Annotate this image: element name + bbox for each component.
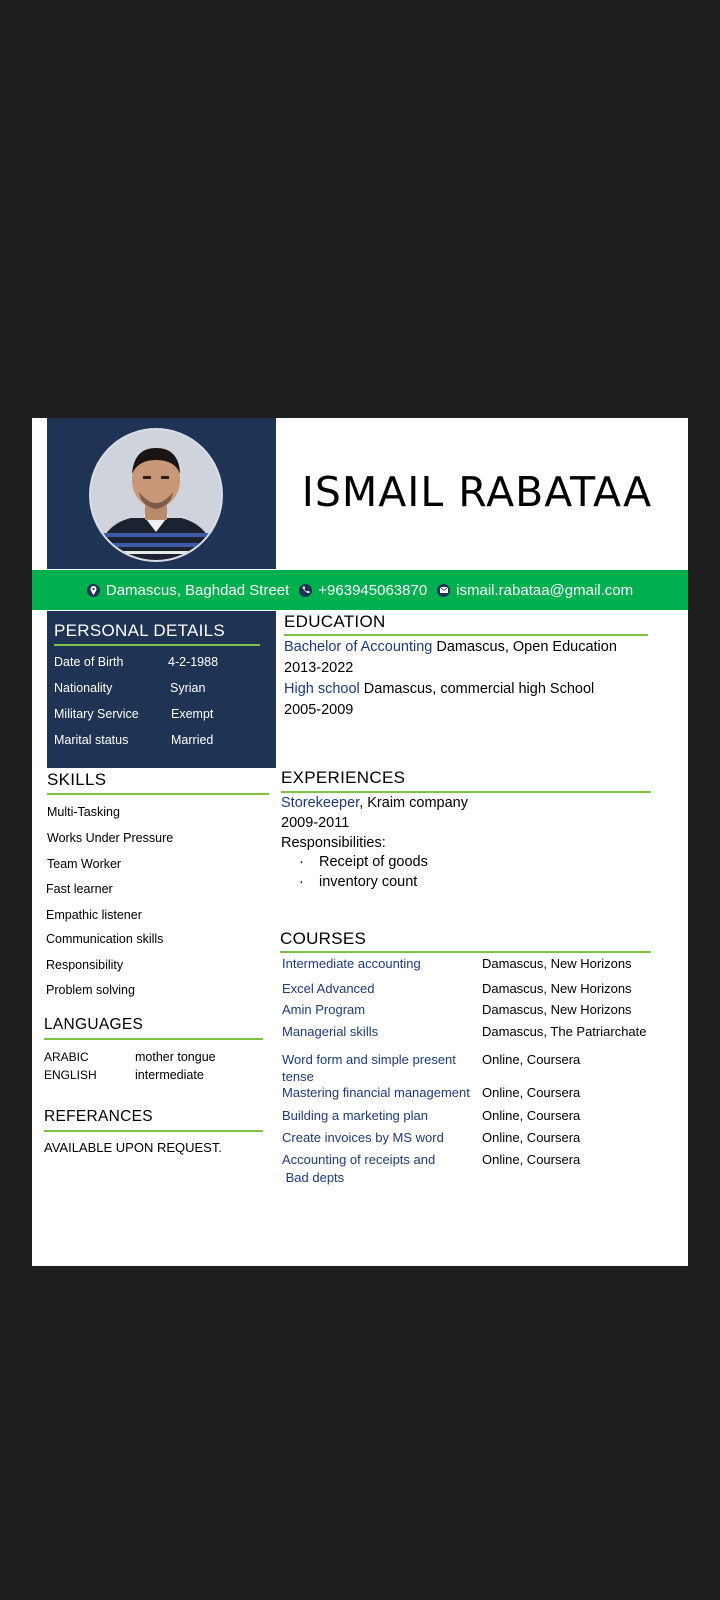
education-years: 2005-2009 bbox=[284, 702, 354, 718]
personal-details-panel bbox=[47, 611, 276, 768]
personal-details-divider bbox=[54, 644, 260, 646]
contact-phone[interactable] bbox=[299, 582, 427, 599]
course-name-cont: tense bbox=[282, 1069, 314, 1084]
experience-bullet: Receipt of goods bbox=[319, 854, 428, 870]
course-name: Managerial skills bbox=[282, 1024, 379, 1039]
course-name: Intermediate accounting bbox=[282, 956, 421, 971]
skill-item: Multi-Tasking bbox=[47, 805, 120, 819]
avatar bbox=[89, 428, 223, 562]
language-level: mother tongue bbox=[135, 1050, 216, 1064]
languages-title: LANGUAGES bbox=[44, 1016, 144, 1033]
education-place: Damascus, commercial high School bbox=[359, 681, 595, 697]
full-name: ISMAIL RABATAA bbox=[301, 468, 653, 516]
pd-label: Military Service bbox=[54, 707, 139, 721]
phone-text[interactable]: +963945063870 bbox=[318, 581, 428, 599]
pd-label: Marital status bbox=[54, 733, 129, 747]
course-location: Online, Coursera bbox=[482, 1052, 581, 1067]
education-divider bbox=[284, 634, 648, 636]
experience-company: , Kraim company bbox=[359, 795, 468, 811]
course-location: Damascus, The Patriarchate bbox=[482, 1024, 647, 1039]
personal-details-title: PERSONAL DETAILS bbox=[54, 621, 226, 640]
course-location: Online, Coursera bbox=[482, 1108, 581, 1123]
courses-divider bbox=[280, 951, 651, 953]
experiences-divider bbox=[281, 791, 651, 793]
email-text[interactable]: ismail.rabataa@gmail.com bbox=[456, 581, 634, 599]
language-name: ENGLISH bbox=[44, 1068, 97, 1082]
skill-item: Problem solving bbox=[46, 983, 135, 997]
course-name: Mastering financial management bbox=[282, 1085, 470, 1100]
phone-icon bbox=[299, 584, 312, 597]
course-name: Accounting of receipts and bbox=[282, 1152, 436, 1167]
skills-divider bbox=[47, 793, 269, 795]
course-location: Damascus, New Horizons bbox=[482, 981, 632, 996]
course-location: Online, Coursera bbox=[482, 1085, 581, 1100]
languages-divider bbox=[44, 1038, 263, 1040]
course-name: Create invoices by MS word bbox=[282, 1130, 444, 1145]
skill-item: Responsibility bbox=[46, 958, 124, 972]
language-level: intermediate bbox=[135, 1068, 204, 1082]
course-name: Word form and simple present bbox=[282, 1052, 456, 1067]
education-degree: Bachelor of Accounting bbox=[284, 639, 433, 655]
experience-resp-label: Responsibilities: bbox=[281, 835, 386, 851]
course-name-cont: Bad depts bbox=[282, 1170, 345, 1185]
location-pin-icon bbox=[87, 584, 100, 597]
course-location: Online, Coursera bbox=[482, 1152, 581, 1167]
experience-years: 2009-2011 bbox=[281, 815, 350, 831]
skill-item: Communication skills bbox=[46, 932, 164, 946]
pd-value: 4-2-1988 bbox=[168, 655, 219, 669]
education-item bbox=[284, 639, 617, 655]
contact-bar bbox=[32, 570, 688, 610]
skill-item: Empathic listener bbox=[46, 908, 142, 922]
course-location: Damascus, New Horizons bbox=[482, 956, 632, 971]
pd-value: Married bbox=[171, 733, 214, 747]
experience-role: Storekeeper bbox=[281, 795, 360, 811]
pd-label: Date of Birth bbox=[54, 655, 124, 669]
course-name: Amin Program bbox=[282, 1002, 366, 1017]
experience-bullet: inventory count bbox=[319, 874, 418, 890]
pd-label: Nationality bbox=[54, 681, 113, 695]
bullet-glyph: · bbox=[299, 874, 304, 890]
course-location: Damascus, New Horizons bbox=[482, 1002, 632, 1017]
contact-email[interactable] bbox=[437, 582, 633, 599]
skill-item: Works Under Pressure bbox=[47, 831, 174, 845]
skill-item: Fast learner bbox=[46, 882, 113, 896]
pd-value: Syrian bbox=[170, 681, 206, 695]
course-location: Online, Coursera bbox=[482, 1130, 581, 1145]
courses-title: COURSES bbox=[280, 929, 367, 948]
course-name: Excel Advanced bbox=[282, 981, 375, 996]
contact-address bbox=[87, 582, 289, 599]
avatar-portrait bbox=[91, 430, 221, 560]
pd-value: Exempt bbox=[171, 707, 214, 721]
address-text: Damascus, Baghdad Street bbox=[105, 581, 290, 599]
skill-item: Team Worker bbox=[47, 857, 122, 871]
course-name: Building a marketing plan bbox=[282, 1108, 428, 1123]
language-name: ARABIC bbox=[44, 1050, 89, 1064]
references-title: REFERANCES bbox=[44, 1108, 153, 1125]
photo-panel bbox=[47, 418, 276, 569]
references-text: AVAILABLE UPON REQUEST. bbox=[44, 1140, 222, 1155]
education-place: Damascus, Open Education bbox=[432, 639, 617, 655]
mail-icon bbox=[437, 584, 450, 597]
skills-title: SKILLS bbox=[47, 770, 107, 789]
education-years: 2013-2022 bbox=[284, 660, 354, 676]
education-title: EDUCATION bbox=[284, 612, 386, 631]
experiences-title: EXPERIENCES bbox=[281, 768, 406, 787]
experience-role-line bbox=[281, 795, 468, 811]
references-divider bbox=[44, 1130, 263, 1132]
education-degree: High school bbox=[284, 681, 360, 697]
education-item bbox=[284, 681, 594, 697]
bullet-glyph: · bbox=[299, 854, 304, 870]
cv-page bbox=[32, 418, 688, 1266]
